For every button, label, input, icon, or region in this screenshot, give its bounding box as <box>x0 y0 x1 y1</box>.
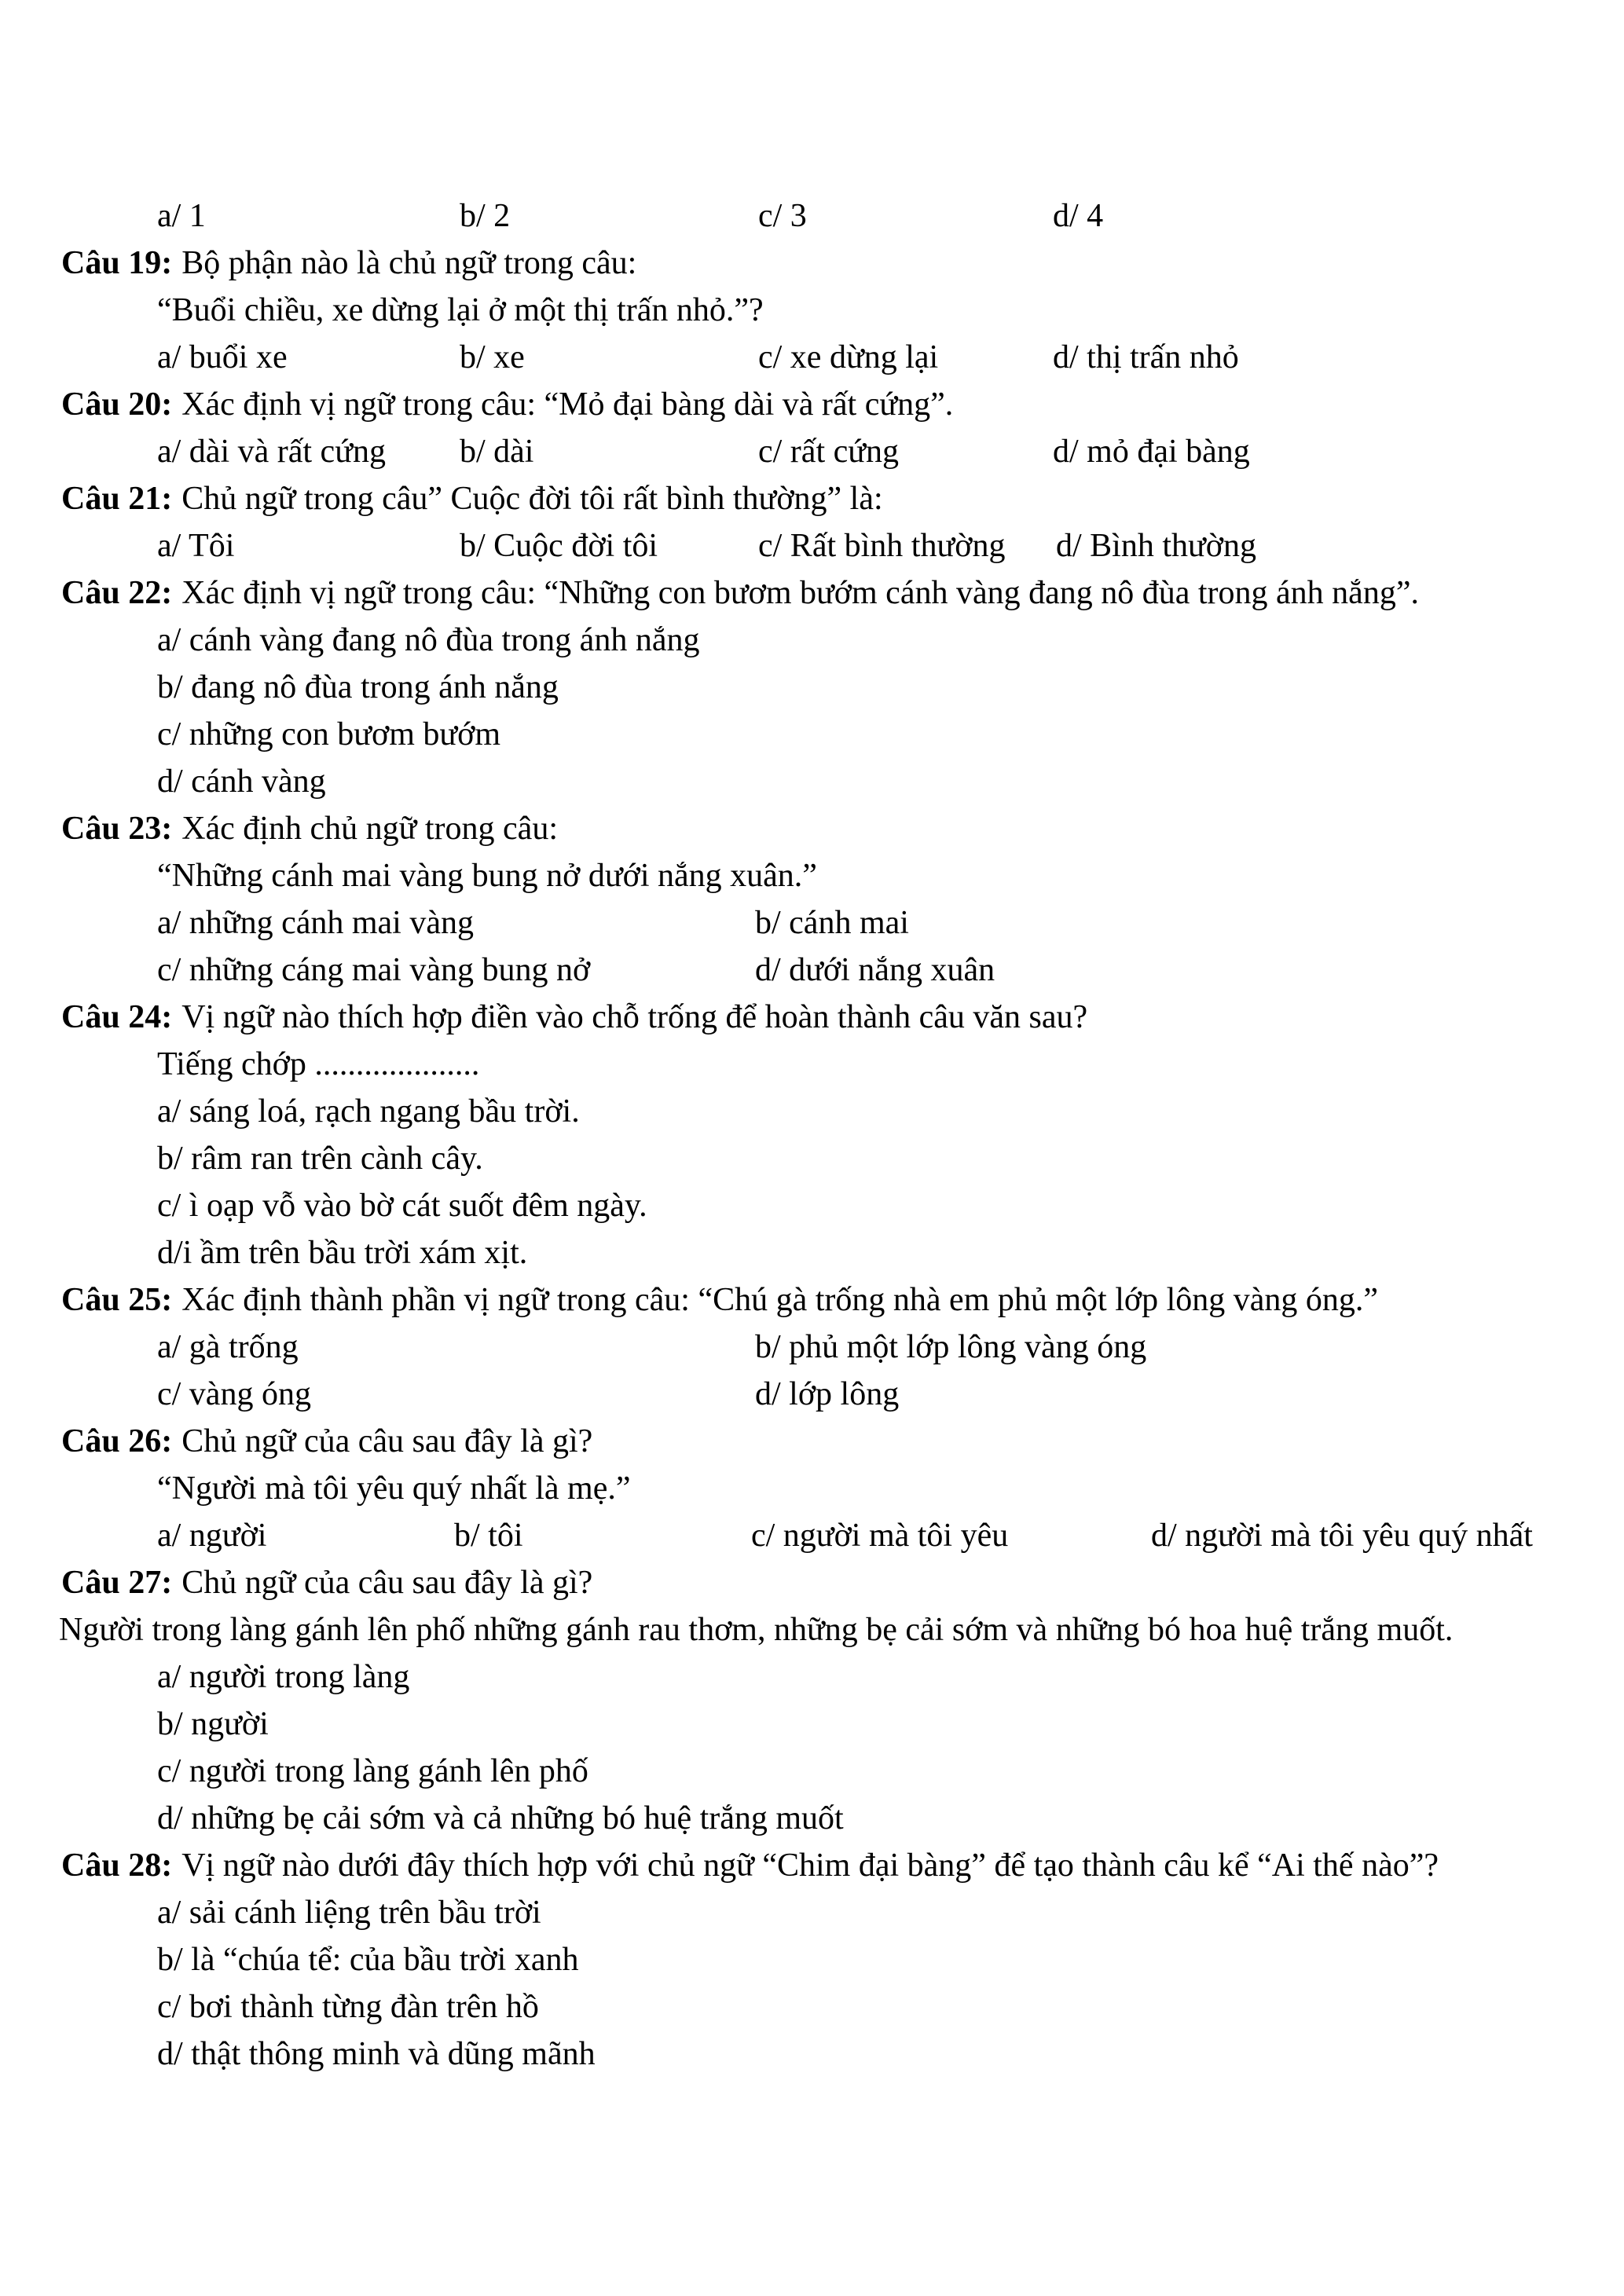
q19-header <box>61 240 636 287</box>
q26-option-a: a/ người <box>157 1518 267 1554</box>
q23-options-row-2 <box>0 947 1624 994</box>
q19-quote: “Buổi chiều, xe dừng lại ở một thị trấn nhỏ.”? <box>157 292 764 328</box>
q21-header <box>61 475 883 522</box>
q28-option-b-line <box>0 1936 1624 1983</box>
q23-quote: “Những cánh mai vàng bung nở dưới nắng xuân.” <box>157 858 817 894</box>
q27-option-a-line <box>0 1653 1624 1701</box>
q19-label: Câu 19: <box>61 245 173 281</box>
q27-label: Câu 27: <box>61 1565 173 1601</box>
q21-option-a: a/ Tôi <box>157 528 235 564</box>
q22-option-d: d/ cánh vàng <box>157 764 326 800</box>
q27-sentence-line <box>0 1606 1624 1653</box>
q21-prompt: Chủ ngữ trong câu” Cuộc đời tôi rất bình thường” là: <box>181 481 883 517</box>
q25-label: Câu 25: <box>61 1282 173 1318</box>
q24-option-b: b/ râm ran trên cành cây. <box>157 1141 483 1177</box>
q25-options-row-2 <box>0 1371 1624 1418</box>
q24-option-c-line <box>0 1182 1624 1229</box>
q21-header-line <box>0 475 1624 522</box>
q25-option-b: b/ phủ một lớp lông vàng óng <box>755 1329 1147 1365</box>
q24-option-a: a/ sáng loá, rạch ngang bầu trời. <box>157 1093 580 1130</box>
q26-options-row <box>0 1512 1624 1559</box>
q28-option-c: c/ bơi thành từng đàn trên hồ <box>157 1989 539 2025</box>
q20-label: Câu 20: <box>61 386 173 423</box>
q25-option-a: a/ gà trống <box>157 1329 299 1365</box>
q23-option-d: d/ dưới nắng xuân <box>755 952 995 988</box>
q27-option-b-line <box>0 1701 1624 1748</box>
q27-option-b: b/ người <box>157 1706 269 1742</box>
q22-label: Câu 22: <box>61 575 173 611</box>
q20-option-c: c/ rất cứng <box>758 434 900 470</box>
q19-header-line <box>0 240 1624 287</box>
q20-options-row <box>0 428 1624 475</box>
q22-option-c: c/ những con bươm bướm <box>157 716 501 753</box>
q25-option-c: c/ vàng óng <box>157 1376 311 1412</box>
q23-options-row-1 <box>0 899 1624 947</box>
q19-option-c: c/ xe dừng lại <box>758 339 939 375</box>
q24-option-a-line <box>0 1088 1624 1135</box>
q26-quote-line <box>0 1465 1624 1512</box>
q25-option-d: d/ lớp lông <box>755 1376 900 1412</box>
q19-option-a: a/ buổi xe <box>157 339 288 375</box>
q26-prompt: Chủ ngữ của câu sau đây là gì? <box>181 1423 593 1459</box>
q22-option-c-line <box>0 711 1624 758</box>
q22-prompt: Xác định vị ngữ trong câu: “Những con bươm bướm cánh vàng đang nô đùa trong ánh nắng”. <box>181 575 1419 611</box>
q24-option-d-line <box>0 1229 1624 1276</box>
q28-prompt: Vị ngữ nào dưới đây thích hợp với chủ ngữ “Chim đại bàng” để tạo thành câu kể “Ai thế nào”? <box>181 1847 1439 1884</box>
q24-option-c: c/ ì oạp vỗ vào bờ cát suốt đêm ngày. <box>157 1188 647 1224</box>
q22-header <box>61 569 1419 617</box>
q25-prompt: Xác định thành phần vị ngữ trong câu: “Chú gà trống nhà em phủ một lớp lông vàng óng.” <box>181 1282 1379 1318</box>
q19-quote-line <box>0 287 1624 334</box>
q24-fill-sentence: Tiếng chớp .................... <box>157 1046 480 1082</box>
prev-option-a: a/ 1 <box>157 198 206 234</box>
q24-prompt: Vị ngữ nào thích hợp điền vào chỗ trống để hoàn thành câu văn sau? <box>181 999 1088 1035</box>
q27-option-c-line <box>0 1748 1624 1795</box>
q20-header <box>61 381 953 428</box>
q26-header-line <box>0 1418 1624 1465</box>
q27-option-a: a/ người trong làng <box>157 1659 410 1695</box>
q26-option-b: b/ tôi <box>454 1518 523 1554</box>
q21-label: Câu 21: <box>61 481 173 517</box>
q28-option-d: d/ thật thông minh và dũng mãnh <box>157 2036 596 2072</box>
q22-option-b: b/ đang nô đùa trong ánh nắng <box>157 669 559 705</box>
q21-option-d: d/ Bình thường <box>1056 528 1256 564</box>
q27-option-d: d/ những bẹ cải sớm và cả những bó huệ trắng muốt <box>157 1800 844 1836</box>
q22-header-line <box>0 569 1624 617</box>
q24-header <box>61 994 1087 1041</box>
q28-option-d-line <box>0 2031 1624 2078</box>
q23-label: Câu 23: <box>61 811 173 847</box>
q23-header <box>61 805 558 852</box>
q27-option-c: c/ người trong làng gánh lên phố <box>157 1753 588 1789</box>
q28-header <box>61 1842 1439 1889</box>
q25-header <box>61 1276 1378 1324</box>
q28-option-a: a/ sải cánh liệng trên bầu trời <box>157 1895 541 1931</box>
prev-option-c: c/ 3 <box>758 198 807 234</box>
q28-option-c-line <box>0 1983 1624 2031</box>
q26-option-d: d/ người mà tôi yêu quý nhất <box>1151 1518 1533 1554</box>
q23-header-line <box>0 805 1624 852</box>
q28-option-b: b/ là “chúa tể: của bầu trời xanh <box>157 1942 579 1978</box>
q19-option-b: b/ xe <box>460 339 525 375</box>
q28-option-a-line <box>0 1889 1624 1936</box>
q26-label: Câu 26: <box>61 1423 173 1459</box>
q20-header-line <box>0 381 1624 428</box>
q20-option-a: a/ dài và rất cứng <box>157 434 386 470</box>
prev-option-b: b/ 2 <box>460 198 511 234</box>
q22-option-b-line <box>0 664 1624 711</box>
q24-option-d: d/i ầm trên bầu trời xám xịt. <box>157 1235 528 1271</box>
q20-option-b: b/ dài <box>460 434 534 470</box>
q24-option-b-line <box>0 1135 1624 1182</box>
q25-options-row-1 <box>0 1324 1624 1371</box>
q19-options-row <box>0 334 1624 381</box>
q22-option-a-line <box>0 617 1624 664</box>
q21-option-c: c/ Rất bình thường <box>758 528 1006 564</box>
q28-header-line <box>0 1842 1624 1889</box>
prev-question-options-row <box>0 192 1624 240</box>
q25-header-line <box>0 1276 1624 1324</box>
q26-header <box>61 1418 592 1465</box>
q19-prompt: Bộ phận nào là chủ ngữ trong câu: <box>181 245 637 281</box>
q23-prompt: Xác định chủ ngữ trong câu: <box>181 811 558 847</box>
q24-header-line <box>0 994 1624 1041</box>
q24-label: Câu 24: <box>61 999 173 1035</box>
q28-label: Câu 28: <box>61 1847 173 1884</box>
q27-header <box>61 1559 592 1606</box>
prev-option-d: d/ 4 <box>1053 198 1104 234</box>
q20-option-d: d/ mỏ đại bàng <box>1053 434 1250 470</box>
q27-option-d-line <box>0 1795 1624 1842</box>
q27-prompt: Chủ ngữ của câu sau đây là gì? <box>181 1565 593 1601</box>
q23-option-c: c/ những cáng mai vàng bung nở <box>157 952 591 988</box>
q23-option-a: a/ những cánh mai vàng <box>157 905 474 941</box>
q27-header-line <box>0 1559 1624 1606</box>
q24-fill-line <box>0 1041 1624 1088</box>
q27-sentence: Người trong làng gánh lên phố những gánh rau thơm, những bẹ cải sớm và những bó hoa huệ trắng muốt. <box>59 1612 1454 1648</box>
q19-option-d: d/ thị trấn nhỏ <box>1053 339 1239 375</box>
q22-option-a: a/ cánh vàng đang nô đùa trong ánh nắng <box>157 622 700 658</box>
q20-prompt: Xác định vị ngữ trong câu: “Mỏ đại bàng dài và rất cứng”. <box>181 386 954 423</box>
q26-quote: “Người mà tôi yêu quý nhất là mẹ.” <box>157 1470 631 1507</box>
q21-option-b: b/ Cuộc đời tôi <box>460 528 658 564</box>
q23-quote-line <box>0 852 1624 899</box>
q21-options-row <box>0 522 1624 569</box>
q23-option-b: b/ cánh mai <box>755 905 909 941</box>
q22-option-d-line <box>0 758 1624 805</box>
q26-option-c: c/ người mà tôi yêu <box>751 1518 1009 1554</box>
